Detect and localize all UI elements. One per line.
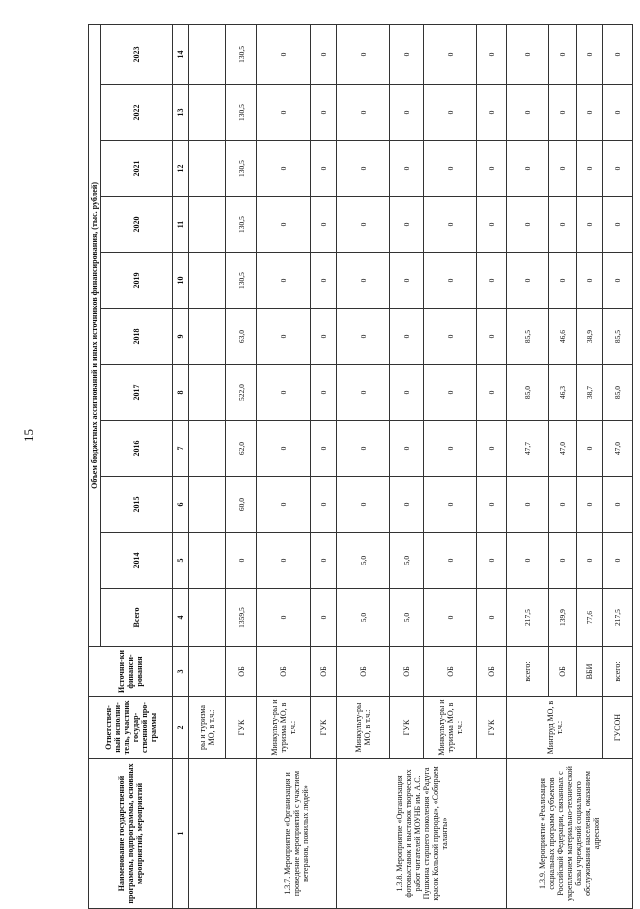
column-number: 10 (173, 253, 189, 309)
row-year-value: 0 (577, 24, 603, 84)
financing-table-rotated (88, 29, 622, 909)
row-year-value: 0 (603, 533, 633, 589)
row-year-value: 0 (337, 365, 390, 421)
row-year-value: 0 (603, 85, 633, 141)
row-year-value: 0 (507, 197, 549, 253)
column-number: 9 (173, 309, 189, 365)
row-year-value (189, 421, 226, 477)
row-responsible: Минкульту-ры и туризма МО, в т.ч.: (257, 697, 311, 759)
row-year-value (189, 533, 226, 589)
row-name: 1.3.8. Мероприятие «Организация фотовыставок и выставок творческих работ читателей МОУНБ им. А.С. Пушкина старшего поколения «Радуга красок Кольской природы», «Собираем таланты» (337, 759, 507, 909)
row-name: 1.3.9. Мероприятие «Реализация социальных программ субъектов Российской Федерации, связанных с укреплением материально-технической базы учреждений социального обслуживания населения, оказанием адресной (507, 759, 633, 909)
row-responsible: ГУК (390, 697, 424, 759)
row-year-value: 130,5 (226, 141, 257, 197)
row-source (189, 647, 226, 697)
row-year-value: 0 (507, 477, 549, 533)
row-year-value: 0 (507, 253, 549, 309)
row-year-value: 0 (549, 253, 577, 309)
row-year-value: 0 (549, 141, 577, 197)
row-year-value: 0 (257, 533, 311, 589)
row-year-value: 0 (424, 141, 477, 197)
row-year-value: 130,5 (226, 197, 257, 253)
row-total (189, 589, 226, 647)
column-number: 6 (173, 477, 189, 533)
row-year-value: 0 (477, 421, 507, 477)
row-total: 77,6 (577, 589, 603, 647)
column-number: 7 (173, 421, 189, 477)
row-year-value: 0 (257, 141, 311, 197)
row-year-value: 0 (390, 85, 424, 141)
row-year-value: 0 (477, 253, 507, 309)
row-year-value: 0 (311, 421, 337, 477)
column-number: 1 (173, 759, 189, 909)
row-year-value: 0 (337, 477, 390, 533)
row-year-value: 0 (390, 141, 424, 197)
row-year-value: 63,0 (226, 309, 257, 365)
header-year: 2019 (101, 253, 173, 309)
row-total: 217,5 (603, 589, 633, 647)
row-year-value: 0 (603, 141, 633, 197)
column-number: 3 (173, 647, 189, 697)
row-year-value (189, 141, 226, 197)
row-year-value: 62,0 (226, 421, 257, 477)
row-year-value: 0 (424, 85, 477, 141)
row-name (189, 759, 257, 909)
column-number: 13 (173, 85, 189, 141)
row-year-value: 0 (549, 477, 577, 533)
header-year: 2016 (101, 421, 173, 477)
table-body (189, 24, 633, 908)
row-year-value: 0 (577, 197, 603, 253)
row-year-value: 0 (337, 141, 390, 197)
header-volume-group: Объем бюджетных ассигнований и иных источников финансирования, (тыс. рублей) (89, 24, 101, 646)
header-year: 2021 (101, 141, 173, 197)
column-number: 11 (173, 197, 189, 253)
row-year-value: 0 (549, 24, 577, 84)
row-year-value: 0 (424, 253, 477, 309)
row-year-value: 0 (390, 197, 424, 253)
row-total: 5,0 (337, 589, 390, 647)
row-year-value: 0 (337, 421, 390, 477)
row-year-value: 0 (477, 24, 507, 84)
row-source: ОБ (257, 647, 311, 697)
header-name: Наименование государственной программы, подпрограммы, основных мероприятий, мероприятий (89, 759, 173, 909)
table-row (189, 24, 226, 908)
row-year-value: 0 (577, 141, 603, 197)
column-number: 8 (173, 365, 189, 421)
row-total: 217,5 (507, 589, 549, 647)
row-year-value: 0 (549, 197, 577, 253)
row-year-value: 0 (226, 533, 257, 589)
row-year-value: 85,0 (507, 365, 549, 421)
row-year-value: 0 (424, 477, 477, 533)
row-total: 0 (477, 589, 507, 647)
table-row (507, 24, 549, 908)
row-responsible: Минкульту-ры и туризма МО, в т.ч.: (424, 697, 477, 759)
row-year-value: 0 (477, 477, 507, 533)
header-year: 2017 (101, 365, 173, 421)
row-year-value: 0 (337, 253, 390, 309)
row-year-value: 0 (507, 141, 549, 197)
row-year-value: 0 (477, 309, 507, 365)
row-year-value: 0 (577, 477, 603, 533)
row-source: ОБ (390, 647, 424, 697)
row-year-value: 0 (311, 309, 337, 365)
row-responsible: Минтруд МО, в т.ч.: (507, 697, 603, 759)
row-year-value (189, 85, 226, 141)
row-year-value: 85,0 (603, 365, 633, 421)
row-year-value: 130,5 (226, 85, 257, 141)
header-year: 2023 (101, 24, 173, 84)
row-year-value: 47,0 (603, 421, 633, 477)
header-year: 2022 (101, 85, 173, 141)
row-source: ОБ (549, 647, 577, 697)
header-year: 2015 (101, 477, 173, 533)
row-year-value: 85,5 (507, 309, 549, 365)
row-responsible: ГУК (477, 697, 507, 759)
row-year-value: 38,7 (577, 365, 603, 421)
row-year-value (189, 477, 226, 533)
row-responsible: Минкульту-ры МО, в т.ч.: (337, 697, 390, 759)
row-source: всего: (603, 647, 633, 697)
row-year-value: 0 (337, 197, 390, 253)
row-year-value: 0 (257, 24, 311, 84)
row-year-value: 46,6 (549, 309, 577, 365)
row-year-value (189, 253, 226, 309)
row-year-value: 130,5 (226, 24, 257, 84)
row-year-value: 0 (257, 309, 311, 365)
row-year-value: 0 (311, 24, 337, 84)
row-year-value: 0 (577, 533, 603, 589)
row-year-value: 0 (390, 365, 424, 421)
row-year-value: 60,0 (226, 477, 257, 533)
row-source: ВБИ (577, 647, 603, 697)
row-year-value: 85,5 (603, 309, 633, 365)
row-source: ОБ (226, 647, 257, 697)
header-responsible: Ответствен-ный исполни-тель, участник государ-ственной про-граммы (89, 697, 173, 759)
row-year-value: 5,0 (337, 533, 390, 589)
row-year-value: 47,7 (507, 421, 549, 477)
header-year: 2020 (101, 197, 173, 253)
row-year-value: 0 (257, 253, 311, 309)
row-year-value: 0 (257, 85, 311, 141)
row-year-value: 47,0 (549, 421, 577, 477)
row-total: 0 (257, 589, 311, 647)
row-year-value: 0 (507, 85, 549, 141)
row-source: ОБ (337, 647, 390, 697)
row-name: 1.3.7. Мероприятие «Организация и проведение мероприятий с участием ветеранов, пожилых людей» (257, 759, 337, 909)
column-number: 12 (173, 141, 189, 197)
row-year-value (189, 24, 226, 84)
row-year-value: 0 (390, 309, 424, 365)
row-year-value: 0 (257, 365, 311, 421)
row-year-value: 0 (311, 253, 337, 309)
row-year-value: 46,3 (549, 365, 577, 421)
row-year-value: 5,0 (390, 533, 424, 589)
row-source: ОБ (424, 647, 477, 697)
row-year-value (189, 197, 226, 253)
row-responsible: ГУК (311, 697, 337, 759)
row-year-value: 0 (424, 365, 477, 421)
row-year-value: 0 (424, 197, 477, 253)
row-source: всего: (507, 647, 549, 697)
row-year-value: 0 (577, 85, 603, 141)
row-year-value: 0 (257, 197, 311, 253)
row-year-value (189, 365, 226, 421)
row-year-value: 0 (311, 477, 337, 533)
row-year-value: 0 (603, 24, 633, 84)
table-row (337, 24, 390, 908)
row-total: 1359,5 (226, 589, 257, 647)
row-year-value: 0 (477, 141, 507, 197)
row-total: 0 (311, 589, 337, 647)
row-year-value: 0 (424, 309, 477, 365)
row-total: 0 (424, 589, 477, 647)
row-year-value: 0 (477, 533, 507, 589)
row-year-value: 38,9 (577, 309, 603, 365)
row-responsible: ры и туризма МО, в т.ч.: (189, 697, 226, 759)
row-year-value: 522,0 (226, 365, 257, 421)
row-year-value: 0 (390, 24, 424, 84)
row-source: ОБ (311, 647, 337, 697)
row-year-value: 0 (311, 85, 337, 141)
row-year-value: 0 (257, 477, 311, 533)
column-number: 5 (173, 533, 189, 589)
row-year-value: 0 (507, 533, 549, 589)
row-year-value: 0 (477, 85, 507, 141)
row-year-value: 0 (311, 533, 337, 589)
row-year-value: 0 (390, 421, 424, 477)
row-source: ОБ (477, 647, 507, 697)
page-number: 15 (21, 429, 36, 442)
row-year-value: 0 (424, 533, 477, 589)
row-year-value: 0 (390, 253, 424, 309)
row-total: 5,0 (390, 589, 424, 647)
column-number: 4 (173, 589, 189, 647)
row-year-value: 0 (311, 365, 337, 421)
row-year-value: 0 (603, 477, 633, 533)
row-year-value: 0 (337, 85, 390, 141)
header-year: 2014 (101, 533, 173, 589)
table-row (257, 24, 311, 908)
row-year-value (189, 309, 226, 365)
row-year-value: 0 (424, 24, 477, 84)
row-responsible: ГУК (226, 697, 257, 759)
row-year-value: 0 (311, 141, 337, 197)
header-total: Всего (101, 589, 173, 647)
row-year-value: 0 (337, 24, 390, 84)
row-year-value: 0 (549, 533, 577, 589)
row-year-value: 0 (577, 421, 603, 477)
row-year-value: 0 (390, 477, 424, 533)
row-year-value: 0 (603, 253, 633, 309)
row-year-value: 0 (257, 421, 311, 477)
row-year-value: 0 (603, 197, 633, 253)
row-year-value: 0 (577, 253, 603, 309)
row-year-value: 0 (477, 365, 507, 421)
row-year-value: 0 (477, 197, 507, 253)
row-responsible: ГУСОН (603, 697, 633, 759)
column-number: 2 (173, 697, 189, 759)
row-year-value: 0 (311, 197, 337, 253)
row-year-value: 130,5 (226, 253, 257, 309)
column-number: 14 (173, 24, 189, 84)
row-year-value: 0 (337, 309, 390, 365)
header-sources: Источни-ки финанси-рования (89, 647, 173, 697)
row-year-value: 0 (424, 421, 477, 477)
row-total: 139,9 (549, 589, 577, 647)
financing-table (88, 24, 633, 909)
row-year-value: 0 (549, 85, 577, 141)
header-year: 2018 (101, 309, 173, 365)
row-year-value: 0 (507, 24, 549, 84)
